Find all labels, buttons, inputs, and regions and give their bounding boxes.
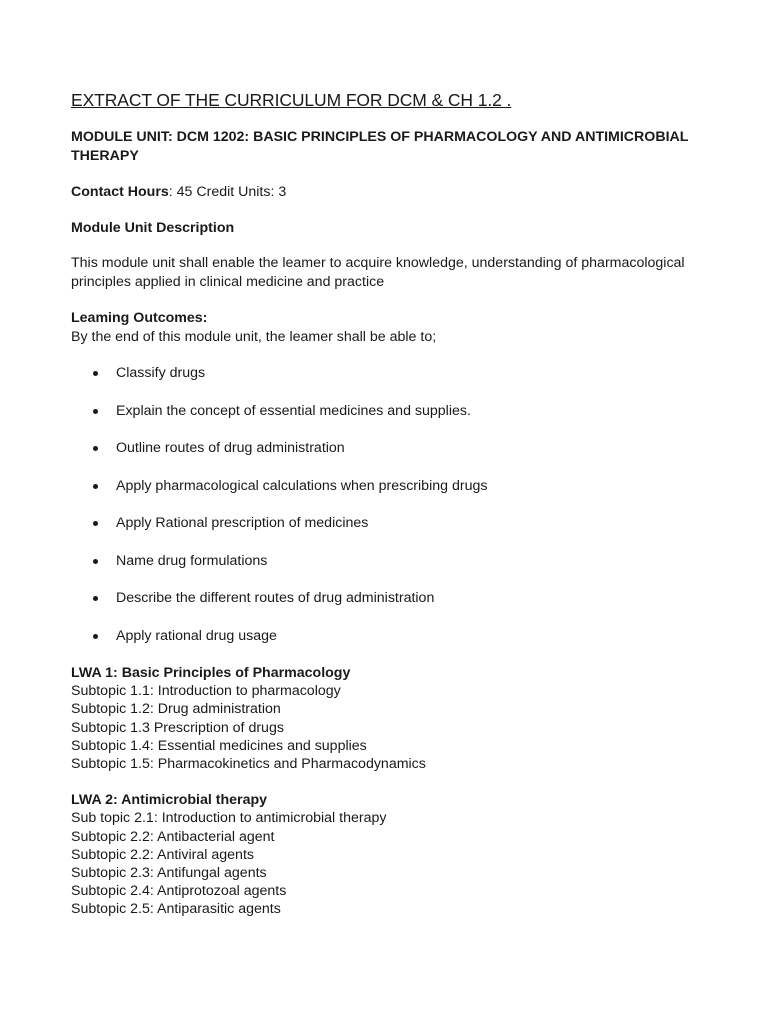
learning-outcomes-heading: Leaming Outcomes: <box>71 310 208 326</box>
bullet-icon <box>93 596 98 601</box>
lwa-2-heading: LWA 2: Antimicrobial therapy <box>71 792 268 809</box>
learning-outcomes-list <box>71 364 711 645</box>
subtopic-line: Subtopic 1.1: Introduction to pharmacology <box>71 683 341 700</box>
list-item: Describe the different routes of drug administration <box>71 589 711 608</box>
module-unit-heading: MODULE UNIT: DCM 1202: BASIC PRINCIPLES OF PHARMACOLOGY AND ANTIMICROBIAL THERAPY <box>71 129 689 164</box>
description-text: This module unit shall enable the leamer to acquire knowledge, understanding of pharmacological principles applied in clinical medicine and practice <box>71 255 685 290</box>
subtopic-line: Subtopic 2.3: Antifungal agents <box>71 865 267 882</box>
list-item: Classify drugs <box>71 364 711 383</box>
subtopic-line: Subtopic 1.5: Pharmacokinetics and Pharmacodynamics <box>71 756 426 773</box>
subtopic-line: Subtopic 2.2: Antibacterial agent <box>71 828 275 845</box>
subtopic-line: Subtopic 1.2: Drug administration <box>71 701 281 718</box>
subtopic-line: Subtopic 2.5: Antiparasitic agents <box>71 901 281 918</box>
list-item: Apply rational drug usage <box>71 627 711 646</box>
list-item: Apply pharmacological calculations when prescribing drugs <box>71 477 711 496</box>
lwa-2-section <box>71 791 711 918</box>
subtopic-line: Subtopic 2.4: Antiprotozoal agents <box>71 883 287 900</box>
contact-hours-line <box>71 183 711 202</box>
bullet-icon <box>93 484 98 489</box>
list-item: Name drug formulations <box>71 552 711 571</box>
subtopic-line: Subtopic 2.2: Antiviral agents <box>71 846 254 863</box>
learning-outcomes-intro: By the end of this module unit, the leamer shall be able to; <box>71 328 437 345</box>
subtopic-line: Subtopic 1.3 Prescription of drugs <box>71 719 284 736</box>
lwa-1-section <box>71 664 711 773</box>
bullet-icon <box>93 521 98 526</box>
bullet-icon <box>93 559 98 564</box>
subtopic-line: Subtopic 1.4: Essential medicines and supplies <box>71 737 367 754</box>
lwa-1-heading: LWA 1: Basic Principles of Pharmacology <box>71 665 351 681</box>
description-heading: Module Unit Description <box>71 219 235 236</box>
list-item: Explain the concept of essential medicines and supplies. <box>71 402 711 421</box>
bullet-icon <box>93 634 98 639</box>
contact-hours-value: : 45 Credit Units: 3 <box>168 184 287 200</box>
subtopic-line: Sub topic 2.1: Introduction to antimicrobial therapy <box>71 810 387 827</box>
bullet-icon <box>93 409 98 414</box>
bullet-icon <box>93 446 98 451</box>
bullet-icon <box>93 371 98 376</box>
contact-hours-label: Contact Hours <box>71 184 169 200</box>
document-title: EXTRACT OF THE CURRICULUM FOR DCM & CH 1.2 . <box>71 90 512 110</box>
list-item: Outline routes of drug administration <box>71 439 711 458</box>
document-page <box>71 88 711 919</box>
list-item: Apply Rational prescription of medicines <box>71 514 711 533</box>
